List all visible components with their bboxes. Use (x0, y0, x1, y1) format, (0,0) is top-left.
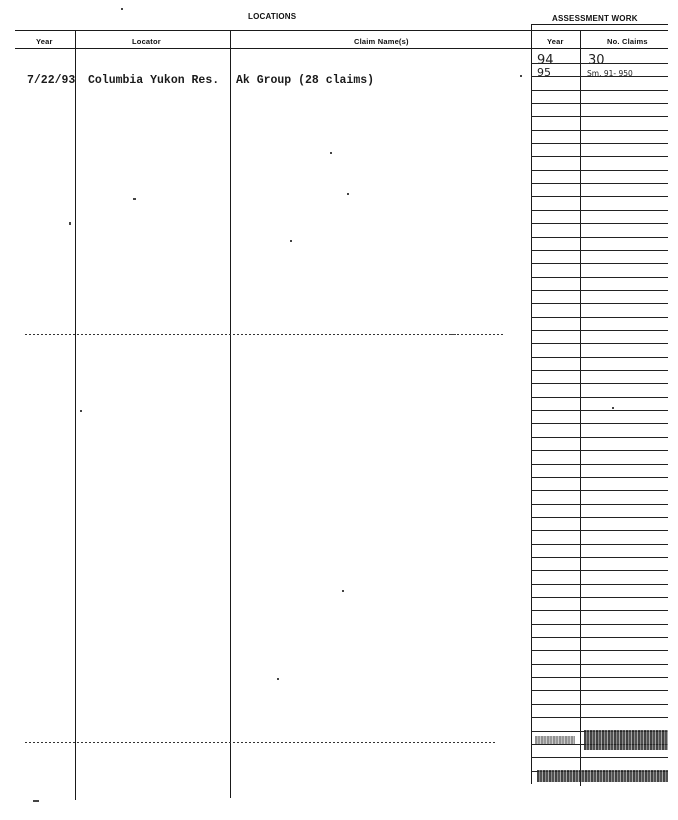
locator-claims-divider (230, 30, 231, 798)
claim-names-column-header: Claim Name(s) (354, 37, 409, 46)
no-claims-column-header: No. Claims (607, 37, 648, 46)
entry-year: 7/22/93 (27, 74, 76, 87)
assessment-row-line (531, 677, 668, 678)
assessment-row-line (531, 116, 668, 117)
assessment-work-header: ASSESSMENT WORK (552, 14, 638, 23)
entry-claim-names: Ak Group (28 claims) (236, 74, 375, 87)
scan-speck (290, 240, 292, 242)
assessment-row-line (531, 610, 668, 611)
scan-speck (133, 198, 136, 200)
assessment-row-line (531, 196, 668, 197)
assessment-row-line (531, 103, 668, 104)
assessment-row-line (531, 237, 668, 238)
scan-speck (121, 8, 123, 10)
scan-speck (330, 152, 332, 154)
assessment-row-line (531, 223, 668, 224)
assessment-row-line (531, 690, 668, 691)
assessment-row-line (531, 330, 668, 331)
assessment-row-line (531, 544, 668, 545)
scan-speck (80, 410, 82, 412)
assessment-year-2: 95 (537, 66, 551, 79)
year-locator-divider (75, 30, 76, 800)
scan-speck (347, 193, 349, 195)
assessment-row-line (531, 637, 668, 638)
assessment-row-line (531, 570, 668, 571)
assessment-row-line (531, 383, 668, 384)
assessment-row-line (531, 490, 668, 491)
scan-speck (450, 334, 456, 335)
assessment-row-line (531, 504, 668, 505)
locations-header: LOCATIONS (248, 12, 297, 21)
assessment-row-line (531, 410, 668, 411)
assessment-row-line (531, 357, 668, 358)
scan-speck (520, 75, 522, 77)
fold-line-upper (25, 334, 505, 335)
locator-column-header: Locator (132, 37, 161, 46)
assessment-row-line (531, 397, 668, 398)
scan-speck (612, 407, 614, 409)
assessment-row-line (531, 183, 668, 184)
claims-assessment-divider (531, 24, 532, 784)
scan-smudge-top (584, 730, 668, 750)
assessment-row-line (531, 517, 668, 518)
scan-speck (277, 678, 279, 680)
assessment-row-line (531, 170, 668, 171)
assessment-claims-2: Sm. 91- 950 (587, 69, 633, 78)
scan-smudge-left (535, 736, 575, 744)
assessment-row-line (531, 757, 668, 758)
scan-smudge-bottom (537, 770, 668, 782)
assessment-row-line (531, 624, 668, 625)
assessment-row-line (531, 450, 668, 451)
assessment-row-line (531, 130, 668, 131)
entry-locator: Columbia Yukon Res. (88, 74, 220, 87)
assessment-row-line (531, 437, 668, 438)
assessment-header-rule (531, 24, 668, 25)
header-bottom-rule (15, 48, 668, 49)
assessment-year-1: 94 (537, 53, 554, 68)
assessment-row-line (531, 317, 668, 318)
scan-speck (342, 590, 344, 592)
assessment-row-line (531, 263, 668, 264)
assessment-row-line (531, 210, 668, 211)
assessment-row-line (531, 650, 668, 651)
assessment-row-line (531, 277, 668, 278)
assessment-row-line (531, 464, 668, 465)
assessment-row-line (531, 477, 668, 478)
assessment-row-line (531, 584, 668, 585)
scan-speck (69, 222, 71, 225)
assessment-row-line (531, 156, 668, 157)
assessment-row-line (531, 717, 668, 718)
assessment-row-line (531, 423, 668, 424)
assessment-row-line (531, 290, 668, 291)
top-rule (15, 30, 668, 31)
assessment-row-line (531, 557, 668, 558)
assessment-row-line (531, 370, 668, 371)
assessment-row-line (531, 530, 668, 531)
assessment-row-line (531, 343, 668, 344)
assessment-row-line (531, 303, 668, 304)
assessment-row-line (531, 664, 668, 665)
scan-speck (33, 800, 39, 802)
year-column-header: Year (36, 37, 53, 46)
assessment-row-line (531, 250, 668, 251)
fold-line-lower (25, 742, 495, 743)
assessment-row-line (531, 704, 668, 705)
assessment-claims-1: 30 (588, 53, 605, 68)
assessment-row-line (531, 597, 668, 598)
assessment-row-line (531, 143, 668, 144)
assessment-year-column-header: Year (547, 37, 564, 46)
assessment-row-line (531, 90, 668, 91)
